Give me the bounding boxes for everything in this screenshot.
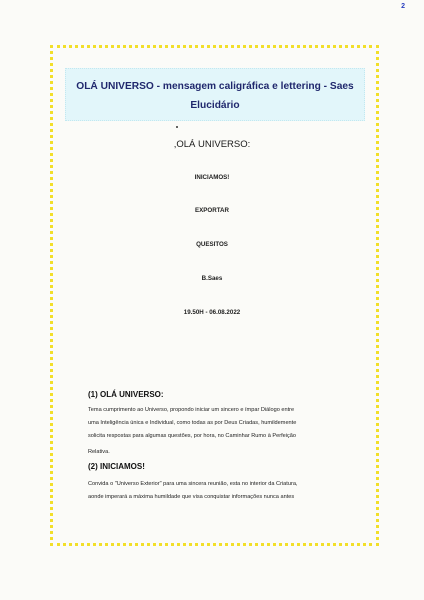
section-heading-ola-universo: ,OLÁ UNIVERSO: xyxy=(173,139,251,150)
paragraph-line: Convida o "Universo Exterior" para uma sincera reunião, esta no interior da Criatura, xyxy=(88,481,298,487)
title-block xyxy=(65,68,365,121)
date-time: 19.50H - 06.08.2022 xyxy=(183,309,241,316)
document-title: OLÁ UNIVERSO - mensagem caligráfica e lettering - Saes xyxy=(76,81,354,92)
section-2-heading: (2) INICIAMOS! xyxy=(88,462,145,471)
paragraph-line: aonde imperará a máxima humildade que visa conquistar informações nunca antes xyxy=(88,494,295,500)
document-subtitle: Elucidário xyxy=(190,100,240,111)
section-1-paragraph-end xyxy=(88,446,348,459)
section-1-heading: (1) OLÁ UNIVERSO: xyxy=(88,390,164,399)
section-1-paragraph xyxy=(88,404,348,443)
contents-item-iniciamos: INICIAMOS! xyxy=(194,174,230,181)
author-name: B.Saes xyxy=(201,275,223,282)
paragraph-line: Relativa. xyxy=(88,449,110,455)
section-2-paragraph xyxy=(88,478,348,504)
contents-item-quesitos: QUESITOS xyxy=(196,241,228,248)
paragraph-line: uma Inteligência única e Individual, como todas as por Deus Criadas, humildemente xyxy=(88,420,297,426)
page-number: 2 xyxy=(401,3,405,10)
paragraph-line: Tema cumprimento ao Universo, propondo iniciar um sincero e ímpar Diálogo entre xyxy=(88,407,295,413)
contents-item-exportar: EXPORTAR xyxy=(195,207,229,214)
ink-speck xyxy=(176,126,178,128)
paragraph-line: solicita respostas para algumas questões, por hora, no Caminhar Rumo à Perfeição xyxy=(88,433,297,439)
